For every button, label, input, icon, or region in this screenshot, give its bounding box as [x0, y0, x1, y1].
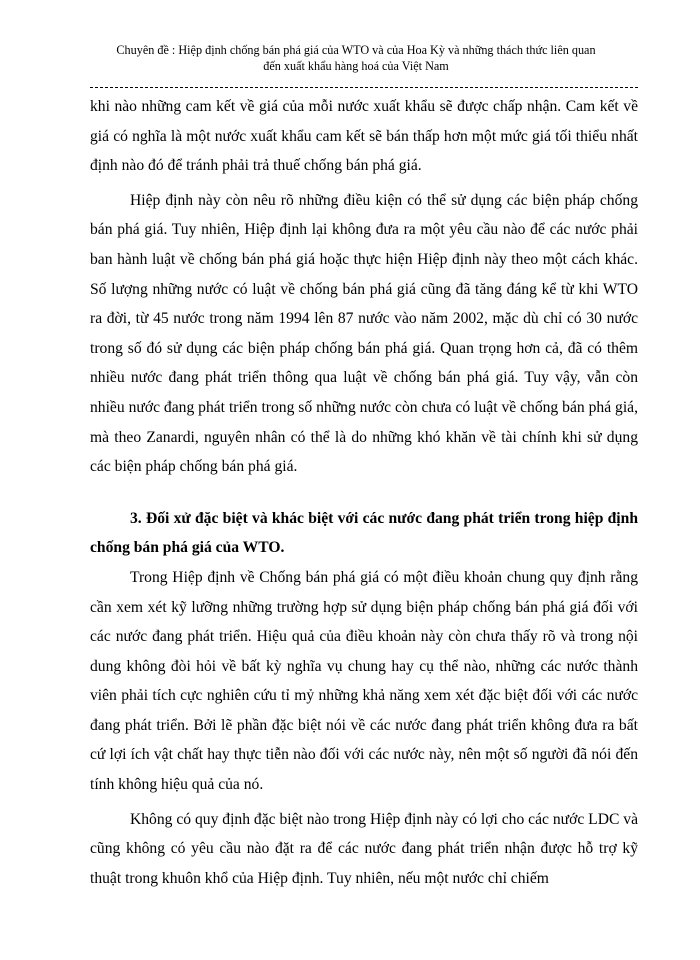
running-header: [78, 42, 634, 74]
running-header-line-2: đến xuất khẩu hàng hoá của Việt Nam: [263, 59, 449, 73]
paragraph-continuation: khi nào những cam kết về giá của mỗi nước xuất khẩu sẽ được chấp nhận. Cam kết về giá có nghĩa là một nước xuất khẩu cam kết sẽ bán thấp hơn một mức giá tối thiểu nhất định nào đó để tránh phải trả thuế chống bán phá giá.: [90, 98, 638, 175]
paragraph-conditions: Hiệp định này còn nêu rõ những điều kiện có thể sử dụng các biện pháp chống bán phá giá. Tuy nhiên, Hiệp định lại không đưa ra một yêu cầu nào để các nước phải ban hành luật về chống bán phá giá hoặc thực hiện Hiệp định này theo một cách khác. Số lượng những nước có luật về chống bán phá giá cũng đã tăng đáng kể từ khi WTO ra đời, từ 45 nước trong năm 1994 lên 87 nước vào năm 2002, mặc dù chỉ có 30 nước trong số đó sử dụng các biện pháp chống bán phá giá. Quan trọng hơn cả, đã có thêm nhiều nước đang phát triển thông qua luật về chống bán phá giá. Tuy vậy, vẫn còn nhiều nước đang phát triển trong số những nước còn chưa có luật về chống bán phá giá, mà theo Zanardi, nguyên nhân có thể là do những khó khăn về tài chính khi sử dụng các biện pháp chống bán phá giá.: [90, 191, 638, 476]
header-divider: [90, 87, 638, 88]
paragraph-special-treatment: Trong Hiệp định về Chống bán phá giá có một điều khoản chung quy định rằng cần xem xét kỹ lưỡng những trường hợp sử dụng biện pháp chống bán phá giá đối với các nước đang phát triển. Hiệu quả của điều khoản này còn chưa thấy rõ và trong nội dung không đòi hỏi về bất kỳ nghĩa vụ chung hay cụ thể nào, những các nước thành viên phải tích cực nghiên cứu tỉ mỷ những khả năng xem xét đặc biệt đối với các nước đang phát triển. Bởi lẽ phần đặc biệt nói về các nước đang phát triển không đưa ra bất cứ lợi ích vật chất hay thực tiễn nào đối với các nước này, nên một số người đã nói đến tính không hiệu quả của nó.: [90, 568, 638, 794]
running-header-line-1: Chuyên đề : Hiệp định chống bán phá giá của WTO và của Hoa Kỳ và những thách thức liên quan: [116, 43, 596, 57]
body-text: [90, 92, 638, 893]
paragraph-ldc: Không có quy định đặc biệt nào trong Hiệp định này có lợi cho các nước LDC và cũng không có yêu cầu nào đặt ra để các nước đang phát triển nhận được hỗ trợ kỹ thuật trong khuôn khổ của Hiệp định. Tuy nhiên, nếu một nước chỉ chiếm: [90, 810, 638, 887]
section-heading: 3. Đối xử đặc biệt và khác biệt với các nước đang phát triển trong hiệp định chống bán phá giá của WTO.: [90, 509, 638, 557]
